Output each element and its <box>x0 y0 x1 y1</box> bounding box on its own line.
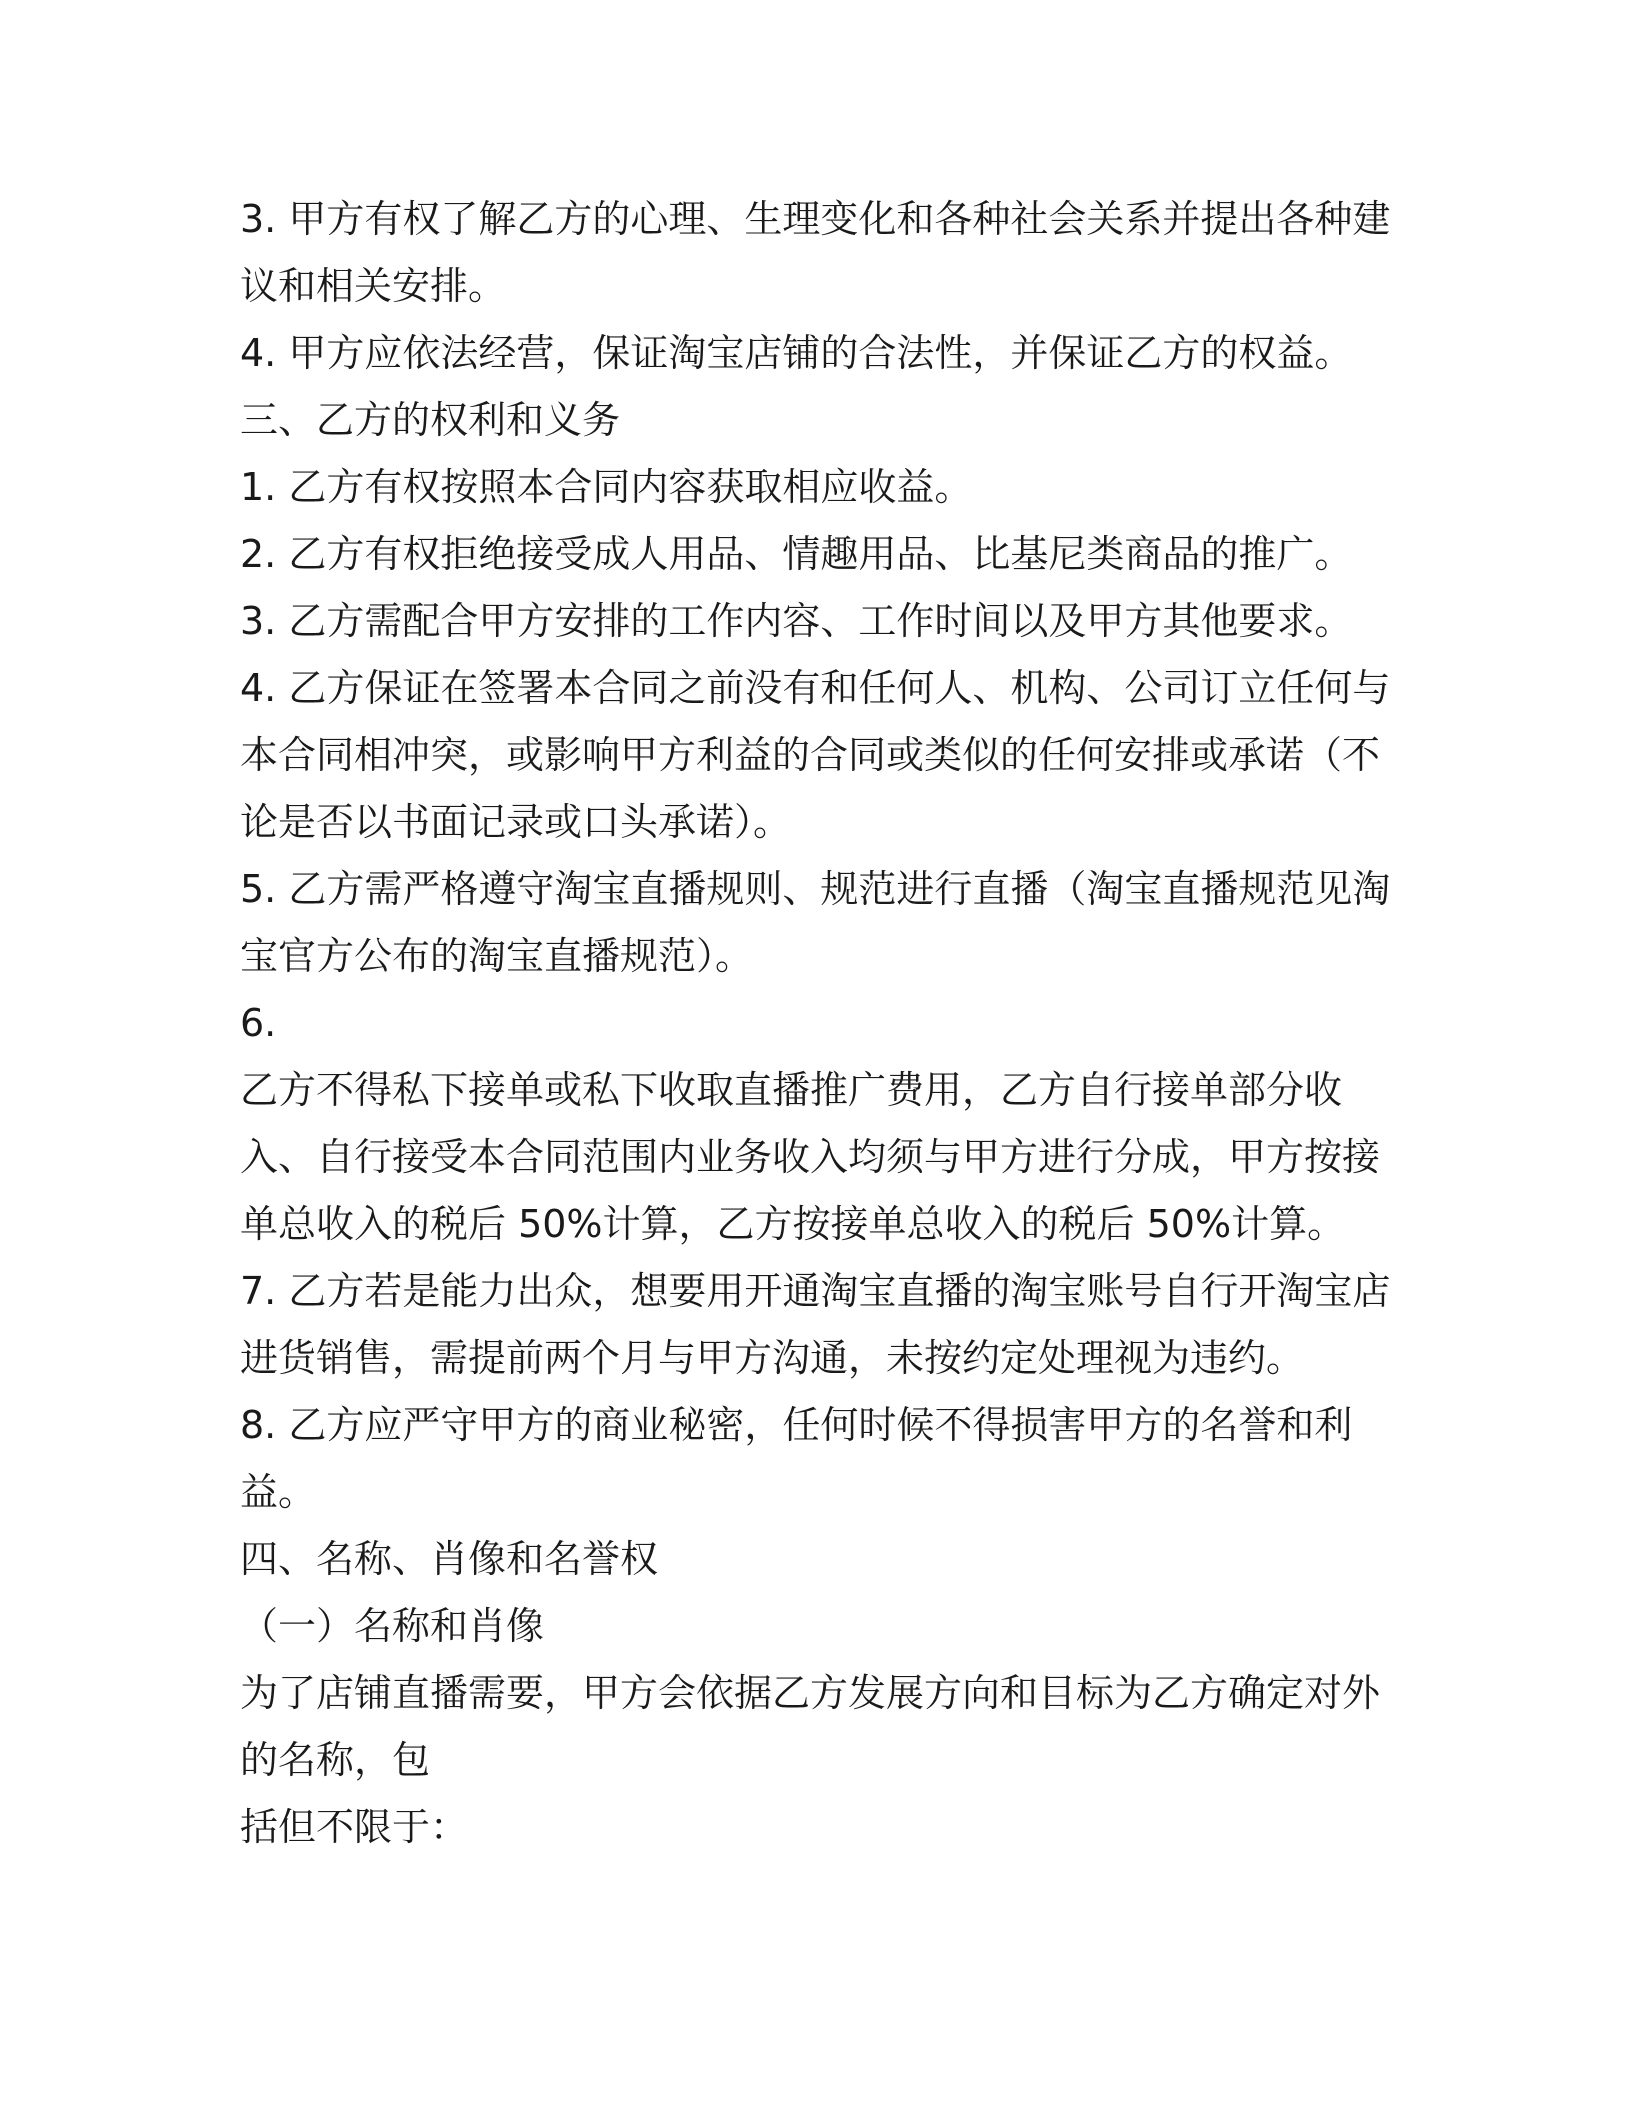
text-line: 括但不限于： <box>240 1805 469 1849</box>
text-line: 2. 乙方有权拒绝接受成人用品、情趣用品、比基尼类商品的推广。 <box>240 532 1353 576</box>
text-line: 1. 乙方有权按照本合同内容获取相应收益。 <box>240 465 973 509</box>
text-line: 3. 甲方有权了解乙方的心理、生理变化和各种社会关系并提出各种建 <box>240 197 1391 241</box>
text-line: 论是否以书面记录或口头承诺）。 <box>240 800 792 844</box>
text-line: 3. 乙方需配合甲方安排的工作内容、工作时间以及甲方其他要求。 <box>240 599 1353 643</box>
text-line: 4. 甲方应依法经营，保证淘宝店铺的合法性，并保证乙方的权益。 <box>240 331 1353 375</box>
section-heading: 四、名称、肖像和名誉权 <box>240 1537 659 1581</box>
text-line: 的名称，包 <box>240 1738 431 1782</box>
section-heading: 三、乙方的权利和义务 <box>240 398 621 442</box>
text-line: 7. 乙方若是能力出众，想要用开通淘宝直播的淘宝账号自行开淘宝店 <box>240 1269 1391 1313</box>
text-line: 6. <box>240 1001 277 1045</box>
text-line: 议和相关安排。 <box>240 264 507 308</box>
subsection-heading: （一）名称和肖像 <box>240 1604 545 1648</box>
text-line: 宝官方公布的淘宝直播规范）。 <box>240 934 754 978</box>
text-line: 为了店铺直播需要，甲方会依据乙方发展方向和目标为乙方确定对外 <box>240 1671 1381 1715</box>
text-line: 8. 乙方应严守甲方的商业秘密，任何时候不得损害甲方的名誉和利 <box>240 1403 1353 1447</box>
text-line: 进货销售，需提前两个月与甲方沟通，未按约定处理视为违约。 <box>240 1336 1305 1380</box>
text-line: 益。 <box>240 1470 317 1514</box>
text-line: 入、自行接受本合同范围内业务收入均须与甲方进行分成，甲方按接 <box>240 1135 1381 1179</box>
text-line: 4. 乙方保证在签署本合同之前没有和任何人、机构、公司订立任何与 <box>240 666 1391 710</box>
text-line: 5. 乙方需严格遵守淘宝直播规则、规范进行直播（淘宝直播规范见淘 <box>240 867 1391 911</box>
text-line: 乙方不得私下接单或私下收取直播推广费用，乙方自行接单部分收 <box>240 1068 1343 1112</box>
text-line: 本合同相冲突，或影响甲方利益的合同或类似的任何安排或承诺（不 <box>240 733 1381 777</box>
contract-text <box>240 186 1391 1861</box>
text-line: 单总收入的税后 50%计算，乙方按接单总收入的税后 50%计算。 <box>240 1202 1346 1246</box>
